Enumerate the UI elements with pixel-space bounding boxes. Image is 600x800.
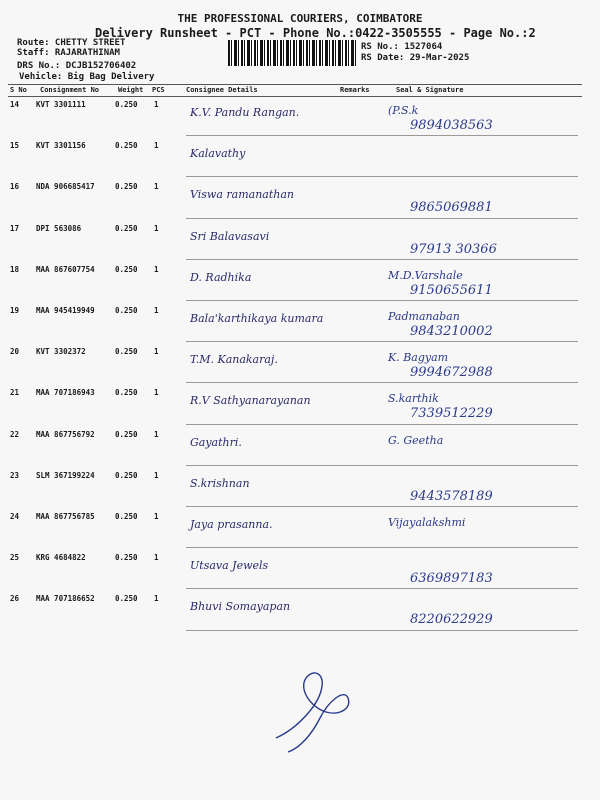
row-weight: 0.250 bbox=[115, 388, 138, 398]
row-pcs: 1 bbox=[154, 429, 159, 439]
row-signature-name: (P.S.k bbox=[388, 104, 419, 117]
row-weight: 0.250 bbox=[115, 264, 138, 274]
row-sno: 24 bbox=[10, 512, 20, 521]
handwritten-signature bbox=[268, 668, 364, 754]
row-weight: 0.250 bbox=[115, 512, 138, 521]
row-weight: 0.250 bbox=[115, 470, 138, 480]
row-consignee-name: Gayathri. bbox=[190, 435, 242, 449]
row-signature-name: M.D.Varshale bbox=[388, 268, 463, 282]
row-consignee-name: Viswa ramanathan bbox=[190, 188, 294, 202]
row-sno: 22 bbox=[10, 429, 20, 439]
row-signature-phone: 9894038563 bbox=[410, 118, 493, 133]
row-consignment-no: DPI 563086 bbox=[36, 223, 82, 233]
row-pcs: 1 bbox=[154, 182, 159, 192]
row-consignee-name: Jaya prasanna. bbox=[190, 518, 273, 531]
row-sno: 23 bbox=[10, 470, 20, 480]
col-sno: S No bbox=[10, 86, 27, 94]
row-sno: 19 bbox=[10, 306, 20, 315]
col-pcs: PCS bbox=[152, 86, 165, 94]
row-pcs: 1 bbox=[154, 100, 159, 109]
row-weight: 0.250 bbox=[115, 223, 138, 233]
runsheet-title: Delivery Runsheet - PCT - Phone No.:0422-3505555 - Page No.:2 bbox=[95, 26, 536, 40]
row-weight: 0.250 bbox=[115, 141, 138, 151]
row-consignee-name: Bhuvi Somayapan bbox=[190, 600, 291, 614]
row-divider bbox=[186, 465, 578, 466]
row-signature-name: S.karthik bbox=[388, 392, 439, 406]
rs-number: RS No.: 1527064 bbox=[361, 42, 443, 52]
row-weight: 0.250 bbox=[115, 347, 138, 357]
col-seal-signature: Seal & Signature bbox=[396, 86, 464, 94]
staff-label: Staff: RAJARATHINAM bbox=[17, 48, 120, 58]
row-signature-phone: 8220622929 bbox=[410, 612, 493, 628]
row-consignment-no: MAA 707186652 bbox=[36, 594, 95, 604]
row-divider bbox=[186, 382, 578, 383]
row-consignment-no: MAA 945419949 bbox=[36, 306, 95, 315]
row-pcs: 1 bbox=[154, 388, 159, 398]
row-divider bbox=[186, 259, 578, 260]
drs-number: DRS No.: DCJB152706402 bbox=[17, 61, 137, 71]
row-signature-phone: 9443578189 bbox=[410, 488, 493, 504]
col-weight: Weight bbox=[118, 86, 144, 94]
row-signature-phone: 97913 30366 bbox=[410, 241, 497, 257]
row-signature-phone: 9865069881 bbox=[410, 200, 493, 216]
row-pcs: 1 bbox=[154, 470, 159, 480]
row-pcs: 1 bbox=[154, 347, 159, 357]
row-divider bbox=[186, 424, 578, 425]
row-divider bbox=[186, 218, 578, 219]
row-signature-phone: 6369897183 bbox=[410, 571, 493, 587]
row-pcs: 1 bbox=[154, 223, 159, 233]
row-consignee-name: D. Radhika bbox=[190, 270, 252, 284]
row-divider bbox=[186, 588, 578, 589]
row-weight: 0.250 bbox=[115, 182, 138, 192]
row-consignment-no: MAA 707186943 bbox=[36, 388, 95, 398]
header-bottom-rule bbox=[8, 96, 582, 97]
row-sno: 26 bbox=[10, 594, 20, 604]
route-label: Route: CHETTY STREET bbox=[17, 38, 126, 48]
col-consignee: Consignee Details bbox=[186, 86, 258, 94]
row-weight: 0.250 bbox=[115, 429, 138, 439]
row-sno: 21 bbox=[10, 388, 20, 398]
company-title: THE PROFESSIONAL COURIERS, COIMBATORE bbox=[177, 12, 423, 25]
row-pcs: 1 bbox=[154, 594, 159, 604]
row-consignee-name: T.M. Kanakaraj. bbox=[190, 353, 278, 367]
row-divider bbox=[186, 547, 578, 548]
row-sno: 17 bbox=[10, 223, 20, 233]
row-signature-phone: 7339512229 bbox=[410, 406, 493, 422]
row-signature-name: G. Geetha bbox=[388, 433, 444, 447]
row-signature-phone: 9994672988 bbox=[410, 365, 493, 381]
row-consignee-name: Bala'karthikaya kumara bbox=[190, 312, 324, 325]
row-sno: 14 bbox=[10, 100, 20, 109]
col-consignment: Consignment No bbox=[40, 86, 100, 94]
row-pcs: 1 bbox=[154, 306, 159, 315]
row-divider bbox=[186, 300, 578, 301]
row-signature-name: Padmanaban bbox=[388, 310, 460, 323]
row-consignee-name: Sri Balavasavi bbox=[190, 229, 270, 243]
row-weight: 0.250 bbox=[115, 100, 138, 109]
row-weight: 0.250 bbox=[115, 306, 138, 315]
row-consignment-no: KVT 3301156 bbox=[36, 141, 86, 151]
row-divider bbox=[186, 506, 578, 507]
row-consignment-no: KVT 3301111 bbox=[36, 100, 86, 109]
row-consignment-no: MAA 867756785 bbox=[36, 512, 95, 521]
row-consignee-name: K.V. Pandu Rangan. bbox=[190, 106, 300, 119]
row-pcs: 1 bbox=[154, 512, 159, 521]
row-consignment-no: MAA 867756792 bbox=[36, 429, 95, 439]
row-pcs: 1 bbox=[154, 141, 159, 151]
row-consignee-name: R.V Sathyanarayanan bbox=[190, 394, 311, 408]
barcode bbox=[228, 40, 356, 66]
row-pcs: 1 bbox=[154, 553, 159, 563]
row-sno: 18 bbox=[10, 264, 20, 274]
row-signature-name: Vijayalakshmi bbox=[388, 516, 466, 529]
row-divider bbox=[186, 630, 578, 631]
row-consignee-name: Utsava Jewels bbox=[190, 559, 269, 573]
row-sno: 20 bbox=[10, 347, 20, 357]
row-consignee-name: Kalavathy bbox=[190, 147, 246, 161]
row-pcs: 1 bbox=[154, 264, 159, 274]
row-consignment-no: KVT 3302372 bbox=[36, 347, 86, 357]
row-signature-name: K. Bagyam bbox=[388, 351, 449, 365]
row-signature-phone: 9843210002 bbox=[410, 324, 493, 339]
rs-date: RS Date: 29-Mar-2025 bbox=[361, 53, 470, 63]
row-consignment-no: SLM 367199224 bbox=[36, 470, 95, 480]
row-sno: 25 bbox=[10, 553, 20, 563]
col-remarks: Remarks bbox=[340, 86, 370, 94]
row-weight: 0.250 bbox=[115, 553, 138, 563]
row-sno: 16 bbox=[10, 182, 20, 192]
vehicle-label: Vehicle: Big Bag Delivery bbox=[19, 72, 155, 82]
row-divider bbox=[186, 135, 578, 136]
row-consignment-no: NDA 906685417 bbox=[36, 182, 95, 192]
row-consignment-no: KRG 4684822 bbox=[36, 553, 86, 563]
row-consignee-name: S.krishnan bbox=[190, 476, 250, 490]
row-divider bbox=[186, 176, 578, 177]
row-divider bbox=[186, 341, 578, 342]
header-top-rule bbox=[8, 84, 582, 85]
row-consignment-no: MAA 867607754 bbox=[36, 264, 95, 274]
row-signature-phone: 9150655611 bbox=[410, 282, 493, 298]
row-sno: 15 bbox=[10, 141, 20, 151]
row-weight: 0.250 bbox=[115, 594, 138, 604]
